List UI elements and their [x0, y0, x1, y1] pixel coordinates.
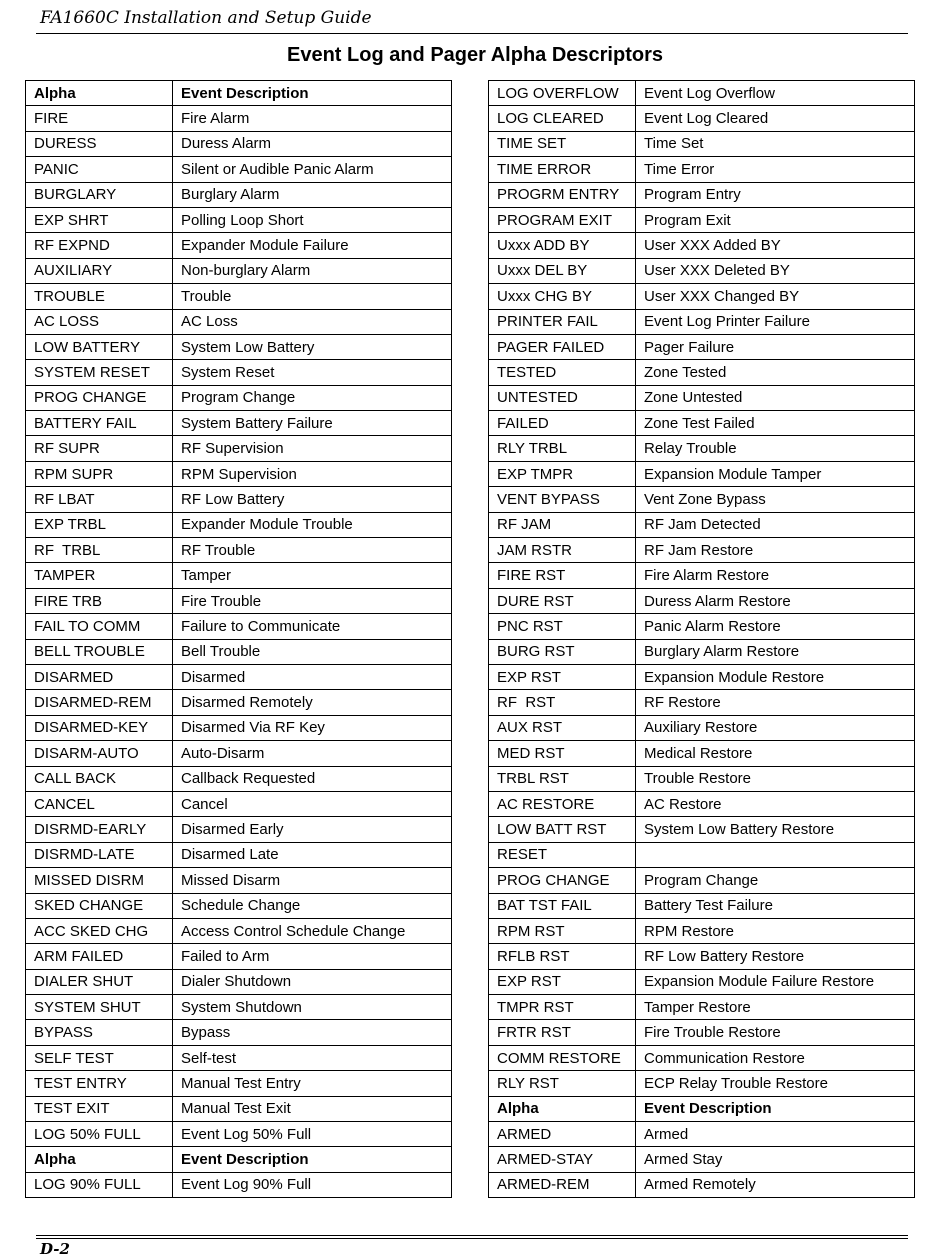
alpha-cell: RF EXPND — [26, 233, 173, 258]
table-row — [489, 1020, 915, 1045]
table-row — [26, 512, 452, 537]
description-cell: RPM Supervision — [173, 461, 452, 486]
description-cell: Time Set — [636, 131, 915, 156]
description-cell: RF Supervision — [173, 436, 452, 461]
description-cell: Medical Restore — [636, 741, 915, 766]
description-cell: System Battery Failure — [173, 411, 452, 436]
alpha-cell: LOW BATT RST — [489, 817, 636, 842]
table-row — [489, 538, 915, 563]
description-cell: Fire Alarm Restore — [636, 563, 915, 588]
description-cell: User XXX Changed BY — [636, 284, 915, 309]
alpha-cell: AUX RST — [489, 715, 636, 740]
table-row — [26, 690, 452, 715]
description-cell: Zone Test Failed — [636, 411, 915, 436]
description-cell: System Low Battery Restore — [636, 817, 915, 842]
table-row — [489, 614, 915, 639]
alpha-cell: FAIL TO COMM — [26, 614, 173, 639]
table-row — [26, 944, 452, 969]
description-cell: Disarmed Remotely — [173, 690, 452, 715]
table-row — [489, 817, 915, 842]
description-cell: Manual Test Exit — [173, 1096, 452, 1121]
description-cell: Polling Loop Short — [173, 207, 452, 232]
alpha-cell: RF LBAT — [26, 487, 173, 512]
description-cell: Zone Untested — [636, 385, 915, 410]
description-cell: Burglary Alarm Restore — [636, 639, 915, 664]
description-cell: Auto-Disarm — [173, 741, 452, 766]
description-cell: Trouble Restore — [636, 766, 915, 791]
alpha-cell: TMPR RST — [489, 995, 636, 1020]
description-cell: Event Log Overflow — [636, 81, 915, 106]
table-row — [26, 868, 452, 893]
description-cell: RF Low Battery Restore — [636, 944, 915, 969]
description-cell: Event Log Printer Failure — [636, 309, 915, 334]
table-row — [489, 690, 915, 715]
description-cell — [636, 842, 915, 867]
alpha-cell: BURG RST — [489, 639, 636, 664]
alpha-cell: FRTR RST — [489, 1020, 636, 1045]
description-cell: Program Entry — [636, 182, 915, 207]
column-header-description: Event Description — [173, 1147, 452, 1172]
description-cell: Fire Alarm — [173, 106, 452, 131]
alpha-cell: ARMED-REM — [489, 1172, 636, 1197]
description-cell: Missed Disarm — [173, 868, 452, 893]
description-cell: Auxiliary Restore — [636, 715, 915, 740]
table-row — [489, 944, 915, 969]
description-cell: Tamper Restore — [636, 995, 915, 1020]
description-cell: Armed Stay — [636, 1147, 915, 1172]
description-cell: Disarmed Via RF Key — [173, 715, 452, 740]
alpha-cell: AC LOSS — [26, 309, 173, 334]
table-row — [489, 461, 915, 486]
description-cell: System Low Battery — [173, 334, 452, 359]
description-cell: Manual Test Entry — [173, 1071, 452, 1096]
description-cell: Failed to Arm — [173, 944, 452, 969]
description-cell: User XXX Deleted BY — [636, 258, 915, 283]
description-cell: System Shutdown — [173, 995, 452, 1020]
table-row — [489, 233, 915, 258]
column-header-alpha: Alpha — [26, 81, 173, 106]
alpha-cell: JAM RSTR — [489, 538, 636, 563]
alpha-cell: BATTERY FAIL — [26, 411, 173, 436]
alpha-cell: PROGRAM EXIT — [489, 207, 636, 232]
description-cell: Bypass — [173, 1020, 452, 1045]
running-header: FA1660C Installation and Setup Guide — [40, 8, 372, 28]
table-row — [26, 538, 452, 563]
alpha-cell: TAMPER — [26, 563, 173, 588]
description-cell: Zone Tested — [636, 360, 915, 385]
alpha-cell: PAGER FAILED — [489, 334, 636, 359]
description-cell: RF Jam Detected — [636, 512, 915, 537]
table-row — [489, 81, 915, 106]
alpha-cell: Uxxx DEL BY — [489, 258, 636, 283]
alpha-cell: EXP RST — [489, 969, 636, 994]
alpha-cell: EXP TMPR — [489, 461, 636, 486]
alpha-cell: DURESS — [26, 131, 173, 156]
page-number: D-2 — [40, 1240, 70, 1258]
alpha-cell: FIRE — [26, 106, 173, 131]
table-row — [26, 1096, 452, 1121]
description-cell: RF Low Battery — [173, 487, 452, 512]
table-row — [26, 487, 452, 512]
alpha-cell: TEST EXIT — [26, 1096, 173, 1121]
alpha-cell: PANIC — [26, 157, 173, 182]
alpha-cell: TROUBLE — [26, 284, 173, 309]
table-row — [26, 639, 452, 664]
alpha-cell: LOW BATTERY — [26, 334, 173, 359]
table-row — [489, 1122, 915, 1147]
alpha-cell: BELL TROUBLE — [26, 639, 173, 664]
alpha-cell: PROG CHANGE — [26, 385, 173, 410]
description-cell: Duress Alarm Restore — [636, 588, 915, 613]
column-header-alpha: Alpha — [26, 1147, 173, 1172]
table-row — [26, 131, 452, 156]
alpha-cell: SELF TEST — [26, 1045, 173, 1070]
description-cell: Fire Trouble — [173, 588, 452, 613]
description-cell: Cancel — [173, 791, 452, 816]
description-cell: Callback Requested — [173, 766, 452, 791]
table-row — [26, 995, 452, 1020]
alpha-cell: BURGLARY — [26, 182, 173, 207]
description-cell: Event Log 90% Full — [173, 1172, 452, 1197]
description-cell: AC Restore — [636, 791, 915, 816]
table-row — [489, 334, 915, 359]
table-row — [26, 360, 452, 385]
alpha-cell: BYPASS — [26, 1020, 173, 1045]
alpha-cell: MED RST — [489, 741, 636, 766]
description-cell: Event Log Cleared — [636, 106, 915, 131]
description-cell: User XXX Added BY — [636, 233, 915, 258]
table-row — [489, 1172, 915, 1197]
table-row — [26, 817, 452, 842]
table-row — [26, 614, 452, 639]
alpha-cell: AUXILIARY — [26, 258, 173, 283]
description-cell: Self-test — [173, 1045, 452, 1070]
table-row — [489, 868, 915, 893]
description-cell: Burglary Alarm — [173, 182, 452, 207]
table-row — [489, 106, 915, 131]
description-cell: Bell Trouble — [173, 639, 452, 664]
table-row — [26, 284, 452, 309]
description-cell: Armed — [636, 1122, 915, 1147]
table-row — [26, 207, 452, 232]
alpha-cell: RPM RST — [489, 918, 636, 943]
alpha-cell: DISARMED-REM — [26, 690, 173, 715]
column-header-description: Event Description — [173, 81, 452, 106]
table-row — [489, 664, 915, 689]
table-row — [26, 411, 452, 436]
alpha-cell: RF SUPR — [26, 436, 173, 461]
table-row — [26, 1071, 452, 1096]
table-row — [489, 411, 915, 436]
description-cell: Time Error — [636, 157, 915, 182]
table-row — [489, 842, 915, 867]
alpha-cell: DISARMED-KEY — [26, 715, 173, 740]
alpha-cell: TEST ENTRY — [26, 1071, 173, 1096]
alpha-cell: CALL BACK — [26, 766, 173, 791]
alpha-cell: CANCEL — [26, 791, 173, 816]
table-row — [26, 106, 452, 131]
description-cell: Disarmed — [173, 664, 452, 689]
description-cell: Program Change — [173, 385, 452, 410]
description-cell: Failure to Communicate — [173, 614, 452, 639]
description-cell: Relay Trouble — [636, 436, 915, 461]
table-row — [26, 436, 452, 461]
table-row — [489, 487, 915, 512]
table-row — [489, 715, 915, 740]
alpha-cell: VENT BYPASS — [489, 487, 636, 512]
footer-rule — [36, 1235, 908, 1236]
table-row — [26, 157, 452, 182]
alpha-cell: ACC SKED CHG — [26, 918, 173, 943]
alpha-cell: UNTESTED — [489, 385, 636, 410]
table-row — [489, 766, 915, 791]
alpha-cell: AC RESTORE — [489, 791, 636, 816]
description-cell: Silent or Audible Panic Alarm — [173, 157, 452, 182]
table-row — [26, 969, 452, 994]
table-row — [489, 741, 915, 766]
description-cell: Armed Remotely — [636, 1172, 915, 1197]
description-cell: Vent Zone Bypass — [636, 487, 915, 512]
table-row — [489, 207, 915, 232]
table-header-row — [26, 1147, 452, 1172]
alpha-cell: PROG CHANGE — [489, 868, 636, 893]
description-cell: Non-burglary Alarm — [173, 258, 452, 283]
alpha-cell: ARM FAILED — [26, 944, 173, 969]
alpha-cell: DISARMED — [26, 664, 173, 689]
table-row — [26, 233, 452, 258]
alpha-cell: RESET — [489, 842, 636, 867]
alpha-cell: RFLB RST — [489, 944, 636, 969]
alpha-cell: TRBL RST — [489, 766, 636, 791]
alpha-cell: RF JAM — [489, 512, 636, 537]
descriptor-table-left — [25, 80, 452, 1198]
alpha-cell: EXP TRBL — [26, 512, 173, 537]
description-cell: Fire Trouble Restore — [636, 1020, 915, 1045]
alpha-cell: LOG CLEARED — [489, 106, 636, 131]
description-cell: Tamper — [173, 563, 452, 588]
table-row — [489, 639, 915, 664]
table-row — [26, 588, 452, 613]
table-row — [489, 182, 915, 207]
table-header-row — [26, 81, 452, 106]
description-cell: Disarmed Early — [173, 817, 452, 842]
description-cell: RPM Restore — [636, 918, 915, 943]
table-row — [26, 258, 452, 283]
description-cell: Panic Alarm Restore — [636, 614, 915, 639]
description-cell: Event Log 50% Full — [173, 1122, 452, 1147]
alpha-cell: LOG 50% FULL — [26, 1122, 173, 1147]
description-cell: RF Trouble — [173, 538, 452, 563]
page-title: Event Log and Pager Alpha Descriptors — [286, 44, 663, 66]
description-cell: Battery Test Failure — [636, 893, 915, 918]
alpha-cell: TIME SET — [489, 131, 636, 156]
table-row — [489, 1045, 915, 1070]
description-cell: Duress Alarm — [173, 131, 452, 156]
alpha-cell: BAT TST FAIL — [489, 893, 636, 918]
table-row — [26, 918, 452, 943]
table-row — [26, 334, 452, 359]
column-header-alpha: Alpha — [489, 1096, 636, 1121]
alpha-cell: SKED CHANGE — [26, 893, 173, 918]
alpha-cell: PNC RST — [489, 614, 636, 639]
table-row — [489, 258, 915, 283]
alpha-cell: TIME ERROR — [489, 157, 636, 182]
alpha-cell: SYSTEM SHUT — [26, 995, 173, 1020]
alpha-cell: MISSED DISRM — [26, 868, 173, 893]
alpha-cell: EXP RST — [489, 664, 636, 689]
table-row — [26, 182, 452, 207]
alpha-cell: DISRMD-EARLY — [26, 817, 173, 842]
footer-rule-double — [36, 1238, 908, 1239]
description-cell: Expander Module Trouble — [173, 512, 452, 537]
alpha-cell: FIRE RST — [489, 563, 636, 588]
description-cell: Pager Failure — [636, 334, 915, 359]
alpha-cell: COMM RESTORE — [489, 1045, 636, 1070]
table-row — [489, 1147, 915, 1172]
alpha-cell: Uxxx CHG BY — [489, 284, 636, 309]
table-row — [26, 1020, 452, 1045]
column-header-description: Event Description — [636, 1096, 915, 1121]
table-row — [26, 664, 452, 689]
table-row — [489, 1071, 915, 1096]
alpha-cell: EXP SHRT — [26, 207, 173, 232]
table-row — [489, 131, 915, 156]
table-row — [489, 385, 915, 410]
description-cell: Communication Restore — [636, 1045, 915, 1070]
table-row — [26, 791, 452, 816]
alpha-cell: DIALER SHUT — [26, 969, 173, 994]
description-cell: System Reset — [173, 360, 452, 385]
table-row — [489, 563, 915, 588]
alpha-cell: RLY RST — [489, 1071, 636, 1096]
description-cell: AC Loss — [173, 309, 452, 334]
table-row — [26, 1172, 452, 1197]
descriptor-table-right — [488, 80, 915, 1198]
table-row — [489, 512, 915, 537]
alpha-cell: FIRE TRB — [26, 588, 173, 613]
description-cell: Schedule Change — [173, 893, 452, 918]
alpha-cell: DISRMD-LATE — [26, 842, 173, 867]
description-cell: Expansion Module Tamper — [636, 461, 915, 486]
table-row — [489, 436, 915, 461]
table-header-row — [489, 1096, 915, 1121]
alpha-cell: RLY TRBL — [489, 436, 636, 461]
alpha-cell: ARMED — [489, 1122, 636, 1147]
description-cell: ECP Relay Trouble Restore — [636, 1071, 915, 1096]
alpha-cell: PRINTER FAIL — [489, 309, 636, 334]
alpha-cell: LOG OVERFLOW — [489, 81, 636, 106]
description-cell: RF Jam Restore — [636, 538, 915, 563]
table-row — [489, 995, 915, 1020]
table-row — [489, 969, 915, 994]
table-row — [489, 918, 915, 943]
alpha-cell: RF TRBL — [26, 538, 173, 563]
alpha-cell: LOG 90% FULL — [26, 1172, 173, 1197]
table-row — [26, 461, 452, 486]
table-row — [489, 791, 915, 816]
table-row — [26, 842, 452, 867]
alpha-cell: SYSTEM RESET — [26, 360, 173, 385]
description-cell: Dialer Shutdown — [173, 969, 452, 994]
table-row — [489, 309, 915, 334]
table-row — [26, 309, 452, 334]
description-cell: Program Change — [636, 868, 915, 893]
header-rule — [36, 33, 908, 34]
description-cell: Disarmed Late — [173, 842, 452, 867]
alpha-cell: Uxxx ADD BY — [489, 233, 636, 258]
alpha-cell: RF RST — [489, 690, 636, 715]
table-row — [26, 715, 452, 740]
table-row — [26, 385, 452, 410]
alpha-cell: FAILED — [489, 411, 636, 436]
alpha-cell: RPM SUPR — [26, 461, 173, 486]
alpha-cell: ARMED-STAY — [489, 1147, 636, 1172]
description-cell: Expansion Module Restore — [636, 664, 915, 689]
table-row — [26, 766, 452, 791]
description-cell: Program Exit — [636, 207, 915, 232]
table-row — [26, 741, 452, 766]
alpha-cell: DISARM-AUTO — [26, 741, 173, 766]
table-row — [489, 157, 915, 182]
description-cell: RF Restore — [636, 690, 915, 715]
description-cell: Trouble — [173, 284, 452, 309]
table-row — [26, 563, 452, 588]
table-row — [489, 360, 915, 385]
table-row — [26, 893, 452, 918]
alpha-cell: DURE RST — [489, 588, 636, 613]
table-row — [489, 284, 915, 309]
table-row — [26, 1045, 452, 1070]
table-row — [26, 1122, 452, 1147]
alpha-cell: TESTED — [489, 360, 636, 385]
table-row — [489, 893, 915, 918]
description-cell: Expander Module Failure — [173, 233, 452, 258]
description-cell: Expansion Module Failure Restore — [636, 969, 915, 994]
alpha-cell: PROGRM ENTRY — [489, 182, 636, 207]
table-row — [489, 588, 915, 613]
description-cell: Access Control Schedule Change — [173, 918, 452, 943]
